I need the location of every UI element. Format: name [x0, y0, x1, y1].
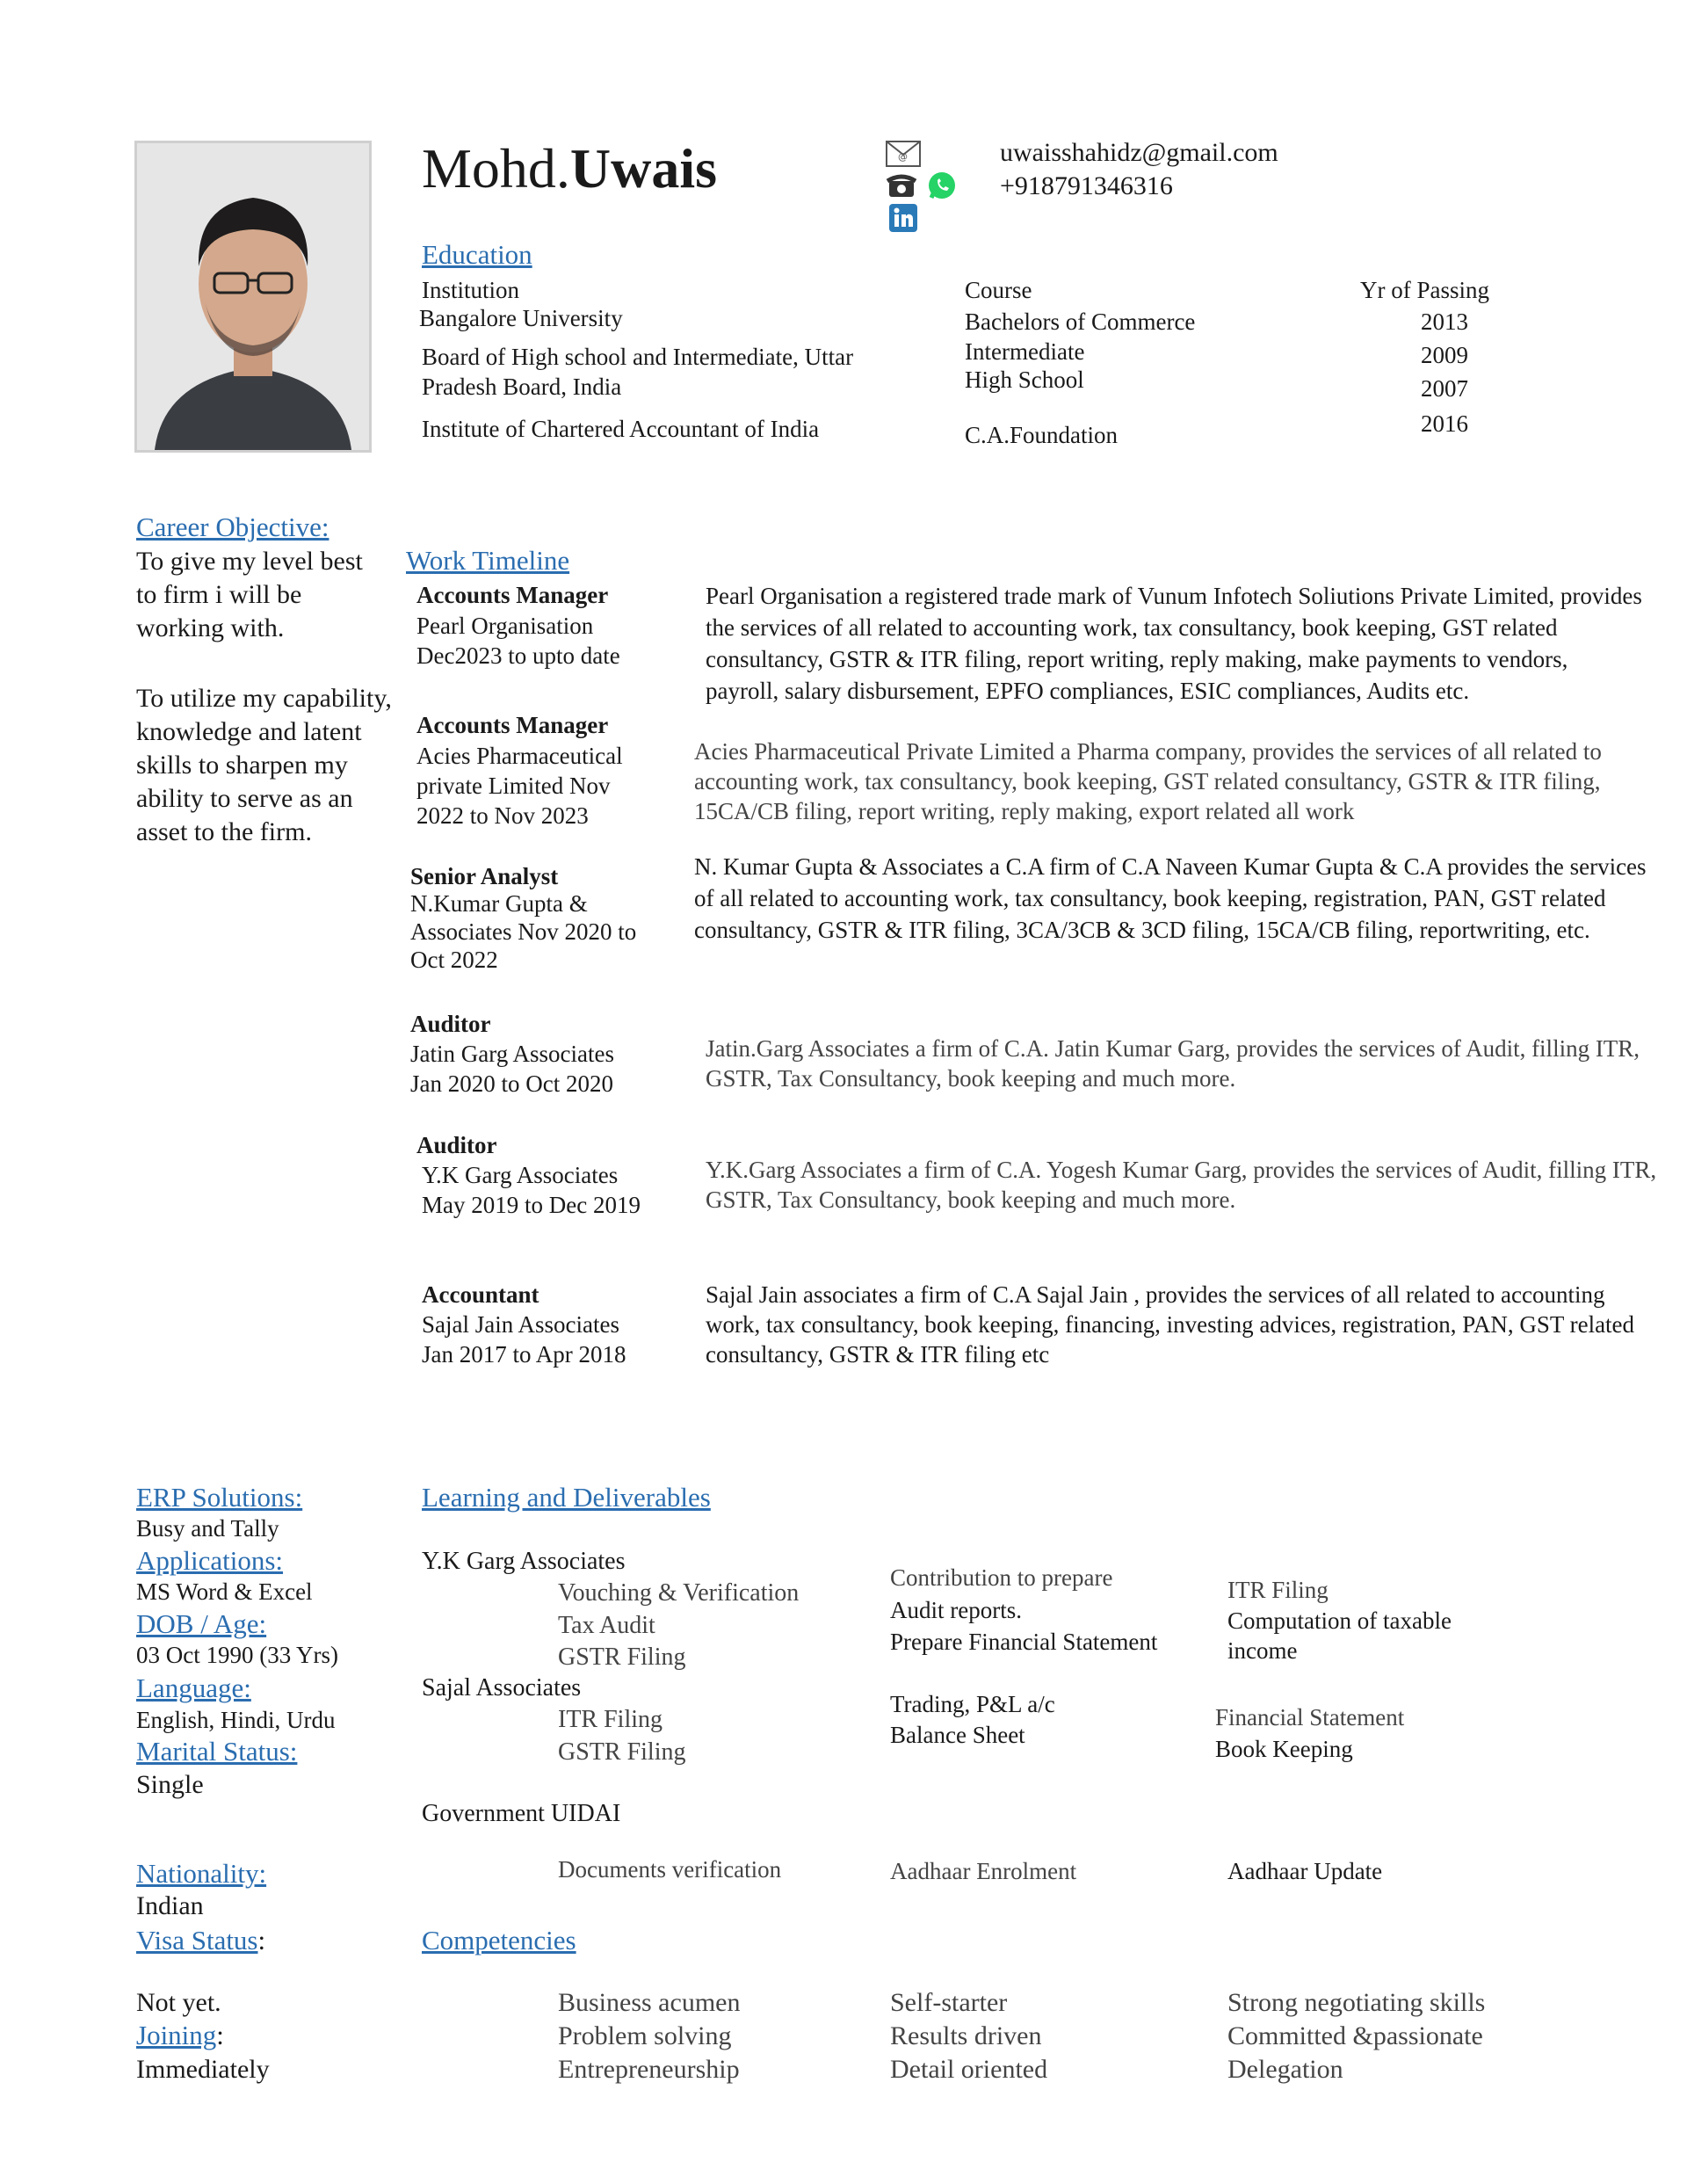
job-6-title: Accountant [422, 1281, 539, 1308]
visa-value: Not yet. [136, 1988, 221, 2017]
erp-value: Busy and Tally [136, 1515, 279, 1542]
career-objective-p1: To give my level best to firm i will be working with. [136, 547, 363, 642]
visa-colon: : [257, 1925, 266, 1955]
year-4: 2016 [1421, 410, 1468, 437]
uidai-item-1: Documents verification [558, 1856, 782, 1883]
applications-value: MS Word & Excel [136, 1578, 313, 1605]
career-objective-p2: To utilize my capability, knowledge and latent skills to sharpen my ability to serve as an asset to the firm. [136, 684, 392, 846]
joining-heading-row [136, 2020, 224, 2051]
education-heading: Education [422, 239, 532, 270]
whatsapp-icon[interactable] [927, 171, 957, 205]
job-6-desc: Sajal Jain associates a firm of C.A Sajal Jain , provides the services of all related to accounting work, tax consultancy, book keeping, financing, investing advices, registration, PAN, GST related consultancy, GSTR & ITR filing etc [706, 1281, 1635, 1368]
visa-heading: Visa Status [136, 1925, 258, 1955]
job-3-desc: N. Kumar Gupta & Associates a C.A firm of C.A Naveen Kumar Gupta & C.A provides the services of all related to accounting work, tax consultancy, book keeping, registration, PAN, GST related consultancy, GSTR & ITR filing, 3CA/3CB & 3CD filing, 15CA/CB filing, reportwriting, etc. [694, 853, 1647, 943]
learning-sajal-item-2: GSTR Filing [558, 1738, 686, 1766]
job-2-title: Accounts Manager [416, 712, 609, 738]
svg-text:@: @ [898, 151, 908, 163]
learning-c2-b1: Trading, P&L a/c [890, 1691, 1055, 1717]
learning-c2-a2: Audit reports. [890, 1597, 1022, 1623]
course-3: High School [965, 366, 1084, 393]
learning-gov: Government UIDAI [422, 1800, 621, 1827]
education-col-course: Course [965, 277, 1032, 303]
marital-heading: Marital Status: [136, 1736, 298, 1767]
learning-c2-b2: Balance Sheet [890, 1722, 1025, 1748]
competency-1-3: Entrepreneurship [558, 2055, 740, 2084]
job-1-org: Pearl Organisation Dec2023 to upto date [416, 613, 620, 669]
learning-yk-item-1: Vouching & Verification [558, 1579, 800, 1607]
learning-c3-a1: ITR Filing [1227, 1577, 1329, 1603]
learning-c2-a3: Prepare Financial Statement [890, 1629, 1158, 1655]
learning-c3-b2: Book Keeping [1215, 1736, 1353, 1762]
job-6-org: Sajal Jain Associates Jan 2017 to Apr 2018 [422, 1311, 626, 1368]
institution-2: Board of High school and Intermediate, Uttar Pradesh Board, India [422, 344, 854, 400]
job-5-org: Y.K Garg Associates May 2019 to Dec 2019 [422, 1162, 641, 1218]
joining-value: Immediately [136, 2055, 270, 2084]
learning-yk-item-3: GSTR Filing [558, 1643, 686, 1671]
applications-heading: Applications: [136, 1545, 284, 1576]
joining-colon: : [216, 2020, 224, 2050]
job-2-org: Acies Pharmaceutical private Limited Nov 2022 to Nov 2023 [416, 743, 623, 829]
language-value: English, Hindi, Urdu [136, 1707, 336, 1733]
education-col-institution: Institution [422, 277, 520, 303]
competency-3-1: Strong negotiating skills [1227, 1988, 1486, 2017]
year-1: 2013 [1421, 308, 1468, 335]
learning-c3-a3: income [1227, 1637, 1298, 1664]
uidai-item-2: Aadhaar Enrolment [890, 1858, 1077, 1884]
year-3: 2007 [1421, 375, 1468, 402]
erp-heading: ERP Solutions: [136, 1482, 303, 1513]
work-timeline-heading: Work Timeline [406, 545, 570, 576]
job-5-title: Auditor [416, 1132, 497, 1158]
linkedin-icon[interactable] [889, 204, 917, 236]
learning-c3-a2: Computation of taxable [1227, 1607, 1452, 1634]
job-5-desc: Y.K.Garg Associates a firm of C.A. Yogesh Kumar Garg, provides the services of Audit, filling ITR, GSTR, Tax Consultancy, book keeping and much more. [706, 1157, 1657, 1213]
uidai-item-3: Aadhaar Update [1227, 1858, 1383, 1884]
competency-2-1: Self-starter [890, 1988, 1008, 2017]
mail-icon[interactable] [886, 141, 921, 171]
marital-value: Single [136, 1770, 204, 1799]
education-col-year: Yr of Passing [1360, 277, 1489, 303]
course-1: Bachelors of Commerce [965, 308, 1196, 335]
competency-2-2: Results driven [890, 2021, 1042, 2050]
learning-sajal-item-1: ITR Filing [558, 1706, 663, 1733]
job-3-title: Senior Analyst [410, 863, 559, 889]
competency-1-2: Problem solving [558, 2021, 732, 2050]
visa-heading-row [136, 1925, 265, 1956]
competencies-heading: Competencies [422, 1925, 576, 1955]
profile-photo-illustration [137, 143, 369, 450]
competency-3-3: Delegation [1227, 2055, 1343, 2084]
competency-1-1: Business acumen [558, 1988, 741, 2017]
learning-yk-item-2: Tax Audit [558, 1612, 655, 1639]
nationality-value: Indian [136, 1891, 204, 1920]
job-1-desc: Pearl Organisation a registered trade mark of Vunum Infotech Soliutions Private Limited, provides the services of all related to accounting work, tax consultancy, book keeping, GST related consultancy, GSTR & ITR filing, report writing, reply making, make payments to vendors, payroll, salary disbursement, EPFO compliances, ESIC compliances, Audits etc. [706, 583, 1642, 704]
learning-sajal: Sajal Associates [422, 1674, 582, 1701]
learning-yk: Y.K Garg Associates [422, 1548, 626, 1575]
dob-heading: DOB / Age: [136, 1608, 267, 1639]
phone-number[interactable]: +918791346316 [1000, 171, 1173, 200]
name-first: Mohd. [422, 137, 570, 200]
year-2: 2009 [1421, 342, 1468, 368]
course-4: C.A.Foundation [965, 422, 1119, 448]
job-1-title: Accounts Manager [416, 582, 609, 608]
job-4-title: Auditor [410, 1011, 491, 1037]
institution-3: Institute of Chartered Accountant of India [422, 416, 820, 442]
name-last: Uwais [569, 137, 718, 200]
job-4-org: Jatin Garg Associates Jan 2020 to Oct 2020 [410, 1041, 614, 1097]
job-4-desc: Jatin.Garg Associates a firm of C.A. Jatin Kumar Garg, provides the services of Audit, filling ITR, GSTR, Tax Consultancy, book keeping and much more. [706, 1035, 1640, 1092]
job-3-org: N.Kumar Gupta & Associates Nov 2020 to Oct 2022 [410, 890, 637, 973]
candidate-name [422, 134, 717, 204]
competency-2-3: Detail oriented [890, 2055, 1048, 2084]
career-objective-heading: Career Objective: [136, 512, 329, 542]
competency-3-2: Committed &passionate [1227, 2021, 1483, 2050]
dob-value: 03 Oct 1990 (33 Yrs) [136, 1642, 338, 1668]
joining-heading: Joining [136, 2020, 217, 2050]
job-2-desc: Acies Pharmaceutical Private Limited a Pharma company, provides the services of all related to accounting work, tax consultancy, book keeping, GST related consultancy, GSTR & ITR filing, 15CA/CB filing, report writing, reply making, export related all work [694, 738, 1602, 824]
learning-heading: Learning and Deliverables [422, 1482, 711, 1513]
learning-c2-a1: Contribution to prepare [890, 1564, 1113, 1591]
language-heading: Language: [136, 1672, 251, 1703]
nationality-heading: Nationality: [136, 1858, 267, 1889]
phone-icon[interactable] [886, 172, 917, 203]
learning-c3-b1: Financial Statement [1215, 1704, 1405, 1731]
profile-photo [134, 141, 372, 453]
email-link[interactable]: uwaisshahidz@gmail.com [1000, 138, 1278, 167]
course-2: Intermediate [965, 338, 1085, 365]
institution-1: Bangalore University [419, 305, 623, 331]
